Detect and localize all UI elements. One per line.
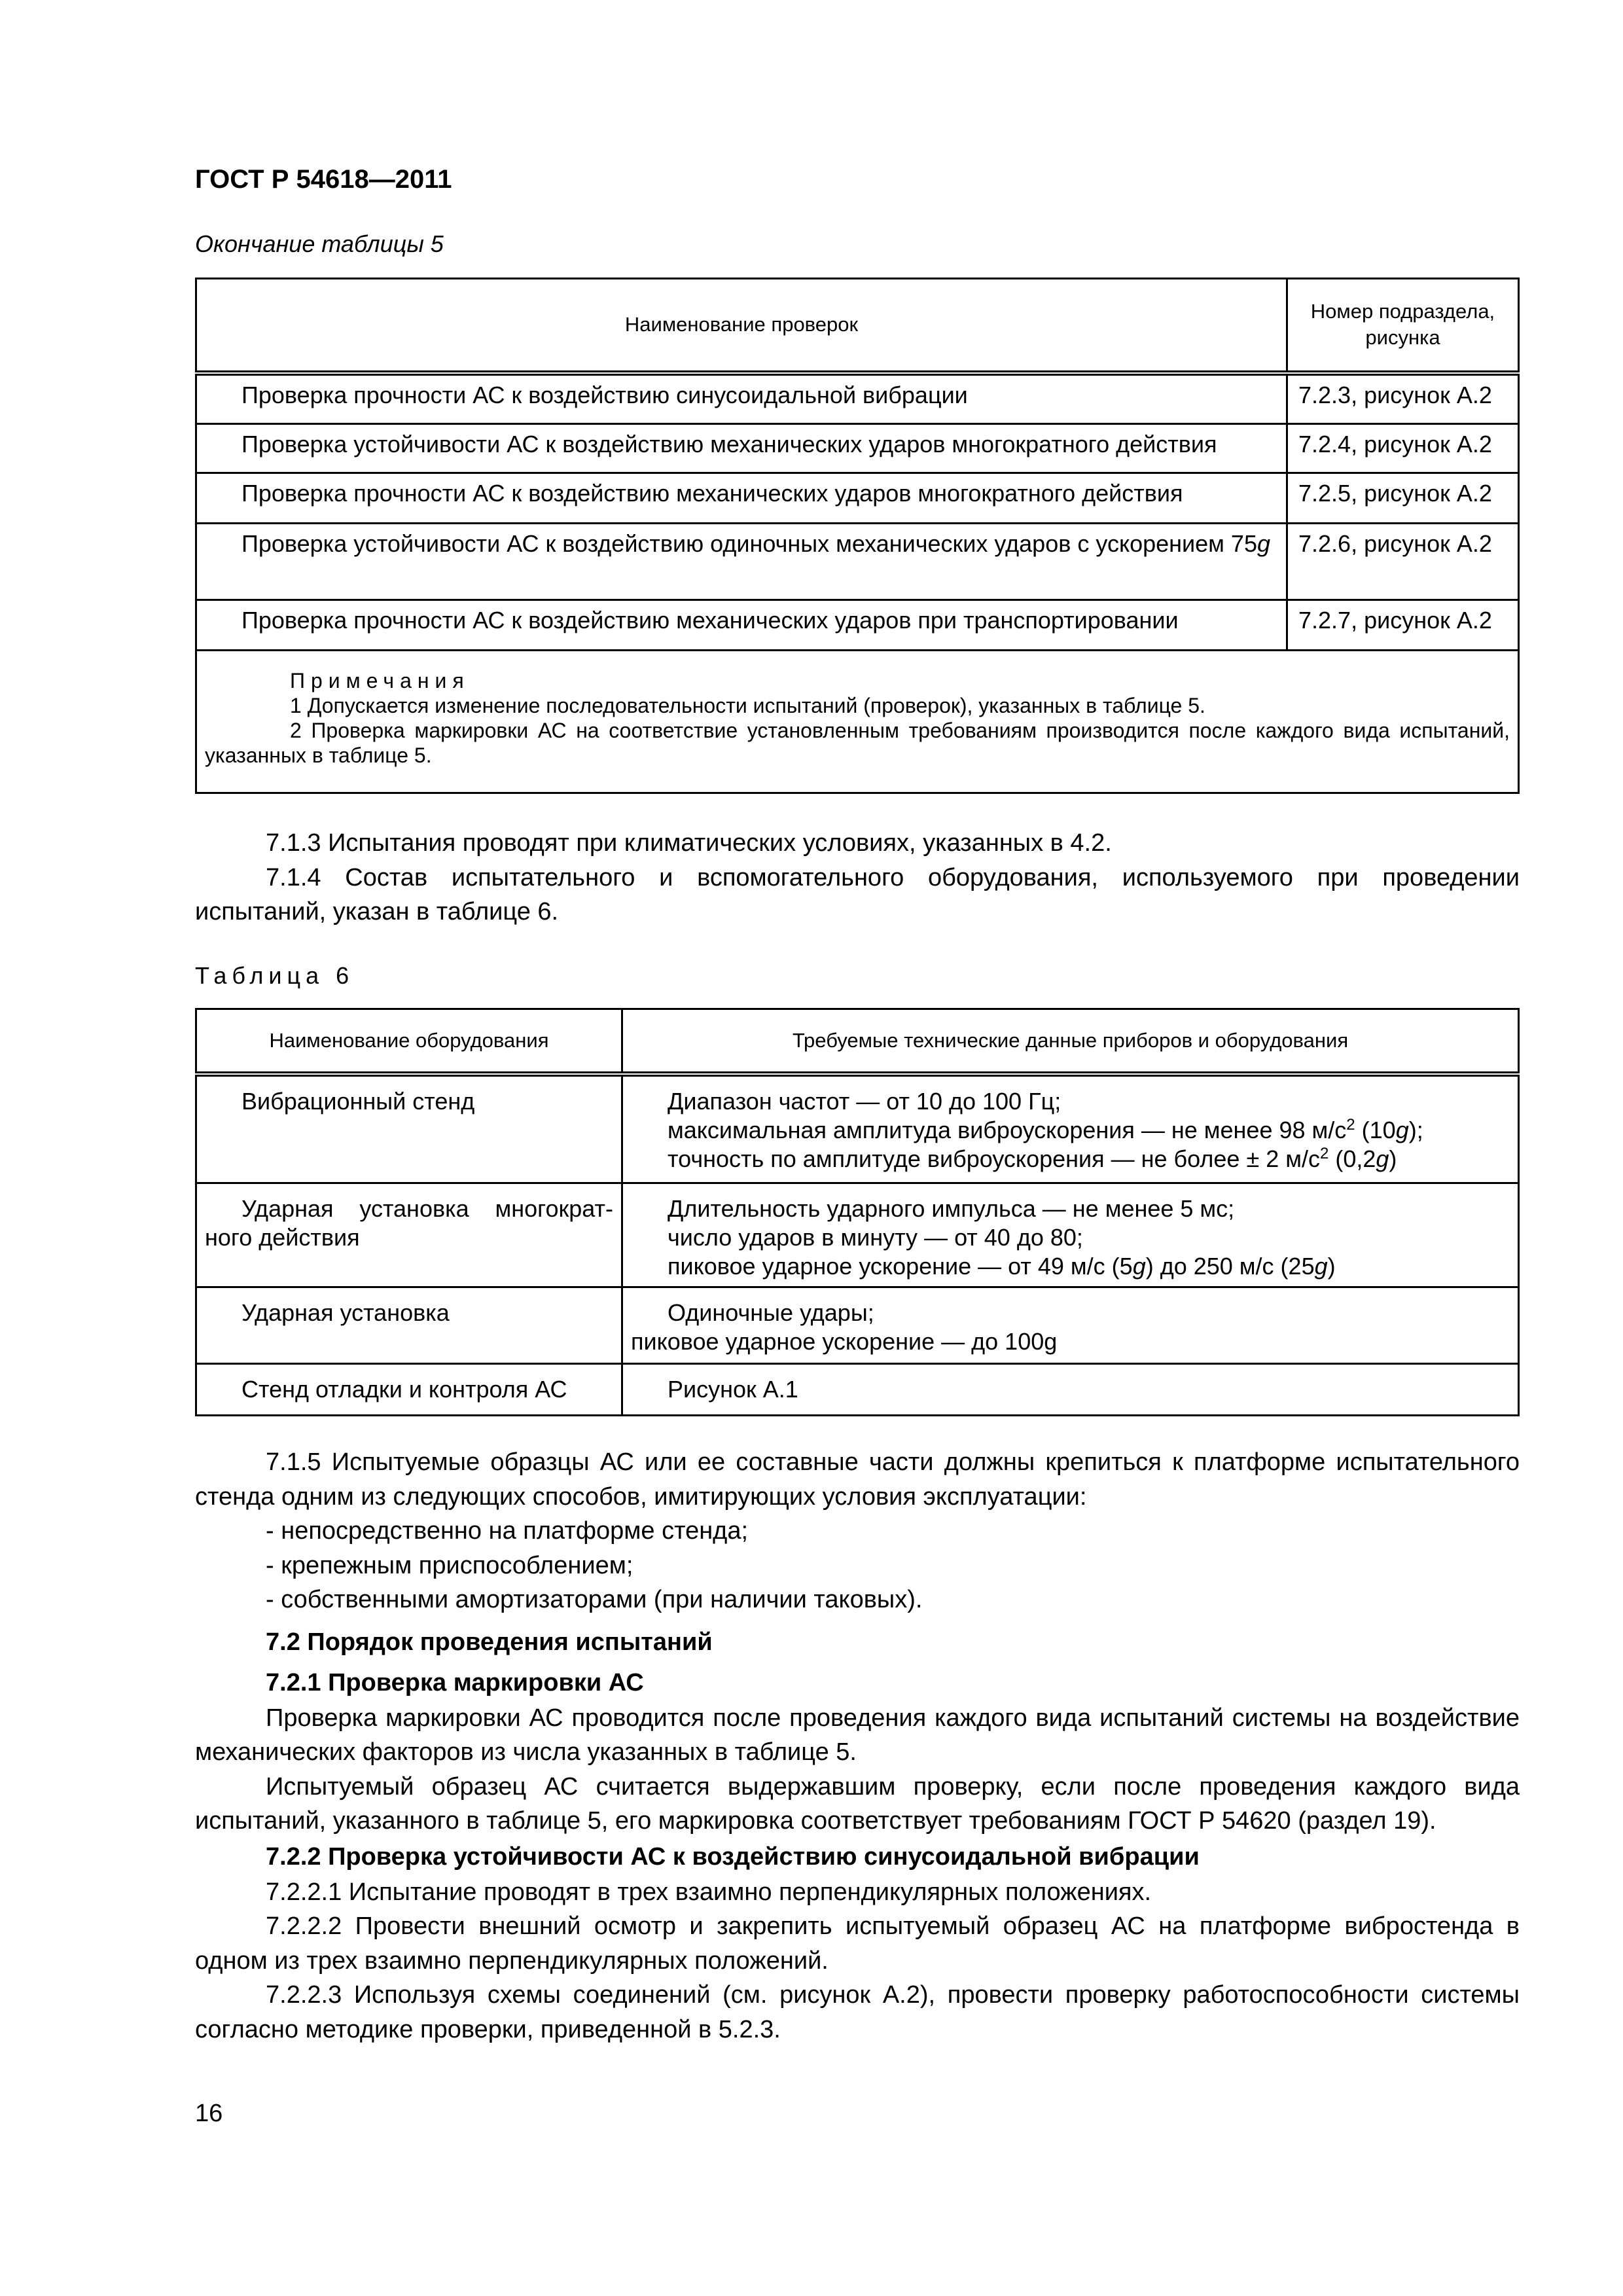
table5-cell-ref: 7.2.3, рисунок А.2 [1287, 373, 1519, 424]
page-number: 16 [195, 2100, 223, 2127]
table5-cell-name: Проверка прочности АС к воздействию механических ударов при транспортировании [196, 600, 1287, 651]
table-row [196, 473, 1519, 524]
table6-cell-data [622, 1183, 1519, 1287]
paragraph-7-1-4: 7.1.4 Состав испытательного и вспомогательного оборудования, используемого при проведении испытаний, указан в таблице 6. [195, 863, 1520, 925]
table5-cell-name: Проверка устойчивости АС к воздействию механических ударов многократного действия [196, 424, 1287, 473]
list-7-1-5 [195, 1514, 1520, 1617]
table-5 [195, 278, 1520, 794]
table5-cell-name: Проверка прочности АС к воздействию механических ударов многократного действия [196, 473, 1287, 524]
table-row [196, 424, 1519, 473]
spec-line: Одиночные удары; [668, 1299, 874, 1326]
table5-notes [196, 651, 1519, 793]
heading-7-2-2: 7.2.2 Проверка устойчивости АС к воздействию синусоидальной вибрации [266, 1842, 1200, 1871]
paragraph-7-1-5: 7.1.5 Испытуемые образцы АС или ее составные части должны крепиться к платформе испытательного стенда одним из следующих способов, имитирующих условия эксплуатации: [195, 1448, 1520, 1511]
section-7-1-5-and-7-2 [195, 1445, 1520, 2047]
spec-text: ); [1408, 1116, 1423, 1143]
superscript: 2 [1319, 1144, 1329, 1162]
spec-text: ) до 250 м/с (25 [1145, 1253, 1315, 1280]
heading-7-2-1: 7.2.1 Проверка маркировки АС [266, 1668, 644, 1696]
table5-cell-ref: 7.2.5, рисунок А.2 [1287, 473, 1519, 524]
table-row [196, 1183, 1519, 1287]
table-row [196, 600, 1519, 651]
table6-cell-name: Стенд отладки и контроля АС [196, 1364, 622, 1416]
table6-caption: Таблица 6 [195, 962, 355, 989]
spec-line [631, 1116, 1510, 1145]
spec-line [631, 1252, 1510, 1281]
g-unit: g [1314, 1253, 1328, 1280]
list-item: - непосредственно на платформе стенда; [266, 1517, 749, 1545]
spec-text: (0,2 [1329, 1145, 1376, 1172]
table5-cell-name-text: Проверка устойчивости АС к воздействию одиночных механических ударов с ускорением 75 [241, 530, 1257, 557]
spec-text: пиковое ударное ускорение — от 49 м/с (5 [668, 1253, 1133, 1280]
spec-line: число ударов в минуту — от 40 до 80; [668, 1224, 1083, 1251]
table5-header-ref: Номер подраздела, рисунка [1287, 279, 1519, 373]
g-unit: g [1395, 1116, 1409, 1143]
spec-line: пиковое ударное ускорение — до 100g [631, 1328, 1058, 1355]
table-6 [195, 1008, 1520, 1416]
spec-text: максимальная амплитуда виброускорения — не менее 98 м/с [668, 1116, 1347, 1143]
table6-cell-name: Вибрационный стенд [196, 1074, 622, 1183]
table5-cell-ref: 7.2.4, рисунок А.2 [1287, 424, 1519, 473]
table5-cell-name: Проверка прочности АС к воздействию синусоидальной вибрации [196, 373, 1287, 424]
table6-cell-data [622, 1074, 1519, 1183]
table5-header-name: Наименование проверок [196, 279, 1287, 373]
table5-cell-name [196, 524, 1287, 600]
spec-line: Длительность ударного импульса — не менее 5 мс; [668, 1195, 1235, 1222]
table6-header-data: Требуемые технические данные приборов и оборудования [622, 1009, 1519, 1074]
g-unit: g [1132, 1253, 1146, 1280]
list-item: - крепежным приспособлением; [266, 1551, 633, 1579]
spec-text: (10 [1355, 1116, 1396, 1143]
spec-text: точность по амплитуде виброускорения — не более ± 2 м/с [668, 1145, 1320, 1172]
table-row [196, 373, 1519, 424]
table6-header-name: Наименование оборудования [196, 1009, 622, 1074]
table5-cell-ref: 7.2.7, рисунок А.2 [1287, 600, 1519, 651]
list-item: - собственными амортизаторами (при наличии таковых). [266, 1586, 923, 1613]
heading-7-2: 7.2 Порядок проведения испытаний [266, 1628, 713, 1656]
notes-title: Примечания [290, 669, 470, 692]
spec-line: Диапазон частот — от 10 до 100 Гц; [668, 1087, 1061, 1115]
spec-line [631, 1145, 1510, 1174]
paragraph-7-2-2-1: 7.2.2.1 Испытание проводят в трех взаимно перпендикулярных положениях. [266, 1878, 1152, 1906]
spec-text: ) [1389, 1145, 1397, 1172]
note-2: 2 Проверка маркировки АС на соответствие установленным требованиям производится после каждого вида испытаний, указанных в таблице 5. [205, 719, 1510, 767]
paragraph-7-2-1-b: Испытуемый образец АС считается выдержавшим проверку, если после проведения каждого вида испытаний, указанного в таблице 5, его маркировка соответствует требованиям ГОСТ Р 54620 (раздел 19). [195, 1772, 1520, 1835]
paragraph-7-1-3: 7.1.3 Испытания проводят при климатических условиях, указанных в 4.2. [266, 829, 1112, 857]
paragraph-7-2-1-a: Проверка маркировки АС проводится после проведения каждого вида испытаний системы на воздействие механических факторов из числа указанных в таблице 5. [195, 1704, 1520, 1766]
note-1: 1 Допускается изменение последовательности испытаний (проверок), указанных в таблице 5. [290, 694, 1205, 717]
document-header: ГОСТ Р 54618—2011 [195, 165, 452, 194]
table5-notes-row [196, 651, 1519, 793]
table-row [196, 1074, 1519, 1183]
paragraph-7-2-2-3: 7.2.2.3 Используя схемы соединений (см. рисунок А.2), провести проверку работоспособности системы согласно методике проверки, приведенной в 5.2.3. [195, 1981, 1520, 2043]
g-unit: g [1376, 1145, 1389, 1172]
table6-cell-data [622, 1364, 1519, 1416]
table6-cell-name: Ударная установка [196, 1287, 622, 1364]
name-line: ного действия [205, 1224, 360, 1251]
paragraph-7-2-2-2: 7.2.2.2 Провести внешний осмотр и закрепить испытуемый образец АС на платформе вибростенда в одном из трех взаимно перпендикулярных положений. [195, 1912, 1520, 1975]
table5-caption: Окончание таблицы 5 [195, 230, 444, 257]
spec-line: Рисунок А.1 [668, 1376, 798, 1403]
superscript: 2 [1346, 1115, 1355, 1134]
table-row [196, 524, 1519, 600]
table6-cell-data [622, 1287, 1519, 1364]
table5-cell-ref: 7.2.6, рисунок А.2 [1287, 524, 1519, 600]
table6-cell-name [196, 1183, 622, 1287]
table-row [196, 1287, 1519, 1364]
name-line: Ударная установка многократ- [241, 1195, 613, 1222]
table-row [196, 1364, 1519, 1416]
section-713-714 [195, 826, 1520, 929]
g-unit: g [1257, 530, 1271, 557]
spec-text: ) [1327, 1253, 1336, 1280]
